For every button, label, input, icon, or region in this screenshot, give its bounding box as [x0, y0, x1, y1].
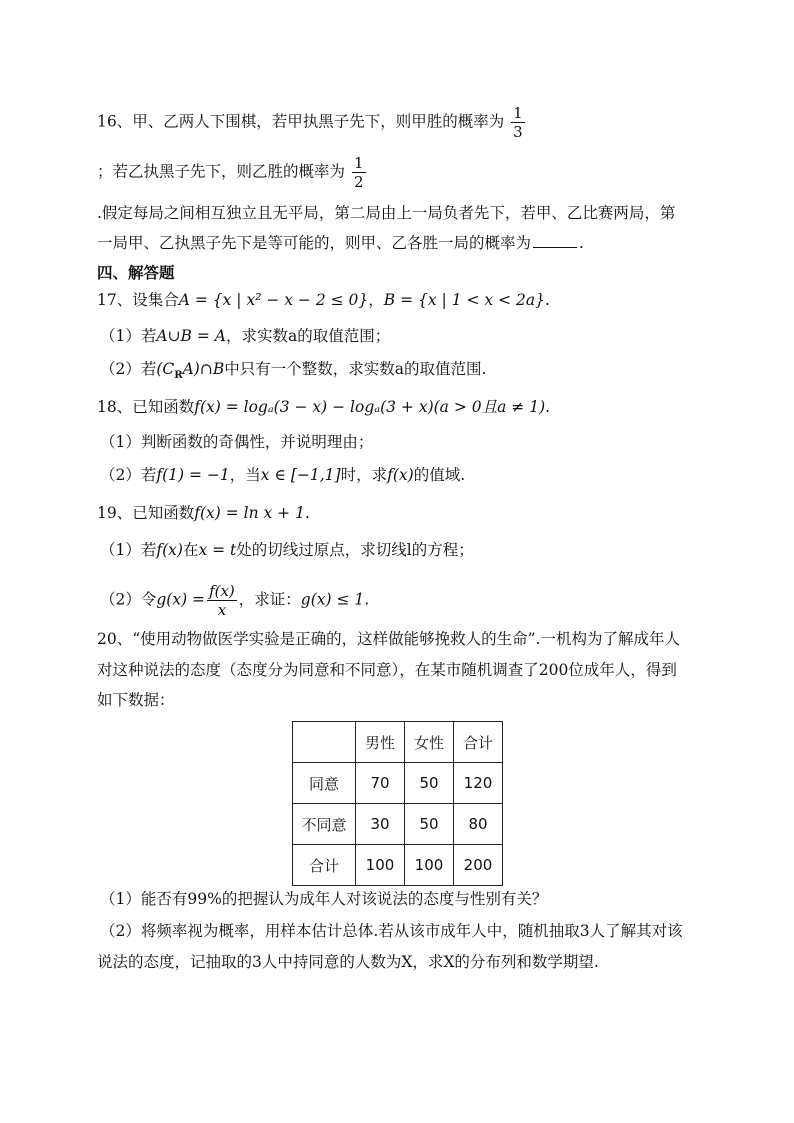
q16-fraction-2: [352, 154, 366, 191]
table-header-row: [293, 722, 503, 763]
q19-text: 19、已知函数: [97, 504, 195, 522]
table-cell: 120: [454, 763, 503, 804]
table-cell: 100: [405, 845, 454, 886]
q18-part2: [100, 464, 704, 486]
q19-stem: [97, 502, 704, 524]
q18-function-formula: f(x) = logₐ(3 − x) − logₐ(3 + x)(a > 0且a ≠ 1): [194, 398, 546, 416]
q20-line3: 如下数据：: [97, 691, 175, 709]
q17-text: 17、设集合: [97, 291, 179, 309]
q17-text: （1）若: [100, 327, 157, 345]
q19-function-formula: f(x) = ln x + 1: [194, 504, 305, 522]
q17-text: ，: [368, 291, 384, 309]
q19-text: .: [304, 504, 310, 522]
set-a-formula: A = {x | x² − x − 2 ≤ 0}: [178, 291, 369, 309]
q18-text: .: [545, 398, 551, 416]
table-cell: 30: [356, 804, 405, 845]
q18-text: 18、已知函数: [97, 398, 195, 416]
section-heading: 四、解答题: [97, 263, 175, 282]
q17-text: 中只有一个整数，求实数a的取值范围.: [224, 360, 487, 378]
q16-text: 16、甲、乙两人下围棋，若甲执黑子先下，则甲胜的概率为: [97, 112, 505, 131]
frac-numerator: 1: [353, 154, 364, 172]
union-formula: A∪B = A: [156, 327, 226, 345]
table-cell: 80: [454, 804, 503, 845]
table-cell: 50: [405, 763, 454, 804]
q19-text: ，求证：: [238, 590, 301, 609]
inequality-formula: g(x) ≤ 1: [300, 590, 365, 609]
table-cell: 50: [405, 804, 454, 845]
q19-part2: [100, 582, 704, 619]
table-row: [293, 804, 503, 845]
q17-part1: [100, 325, 704, 347]
table-cell: 同意: [293, 763, 356, 804]
tangent-point-formula: x = t: [198, 541, 237, 559]
complement-subscript: R: [174, 370, 183, 382]
q19-part1: [100, 539, 704, 561]
g-definition: g(x) =: [156, 590, 206, 609]
function-symbol: f(x): [387, 466, 414, 484]
q18-text: ，当: [229, 466, 261, 484]
table-cell: 100: [356, 845, 405, 886]
table-header-cell: 女性: [405, 722, 454, 763]
q20-part2-line1: （2）将频率视为概率，用样本估计总体.若从该市成年人中，随机抽取3人了解其对该: [100, 922, 683, 940]
q18-text: 时，求: [340, 466, 388, 484]
q19-text: （2）令: [100, 590, 157, 609]
table-cell: 合计: [293, 845, 356, 886]
frac-denominator: 3: [513, 123, 523, 141]
q16-line1: [97, 104, 704, 141]
q16-fraction-1: [511, 104, 525, 141]
table-row: [293, 763, 503, 804]
complement-formula: (C: [156, 360, 175, 378]
intersection-formula: A)∩B: [182, 360, 225, 378]
q19-text: （1）若: [100, 541, 157, 559]
table-cell: 70: [356, 763, 405, 804]
q17-text: ，求实数a的取值范围；: [225, 327, 391, 345]
table-cell: 200: [454, 845, 503, 886]
function-symbol: f(x): [156, 541, 183, 559]
condition-formula: f(1) = −1: [156, 466, 230, 484]
q16-line4: [97, 232, 704, 254]
q17-part2: [100, 358, 704, 387]
q20-line2: 对这种说法的态度（态度分为同意和不同意），在某市随机调查了200位成年人，得到: [97, 661, 677, 679]
interval-formula: x ∈ [−1,1]: [260, 466, 341, 484]
survey-table: [292, 721, 503, 886]
q16-line2: [97, 154, 704, 191]
frac-numerator: 1: [513, 104, 523, 122]
table-header-cell: 男性: [356, 722, 405, 763]
answer-blank: [533, 233, 577, 248]
q20-line1: 20、“使用动物做医学实验是正确的，这样做能够挽救人的生命”.一机构为了解成年人: [97, 630, 681, 648]
q17-text: .: [544, 291, 550, 309]
q18-part1: （1）判断函数的奇偶性，并说明理由；: [100, 433, 374, 451]
frac-denominator: 2: [353, 173, 364, 191]
q17-text: （2）若: [100, 360, 157, 378]
q19-text: .: [364, 590, 370, 609]
q20-part1: （1）能否有99%的把握认为成年人对该说法的态度与性别有关？: [100, 890, 548, 908]
q16-line3: .假定每局之间相互独立且无平局，第二局由上一局负者先下，若甲、乙比赛两局，第: [97, 204, 676, 222]
q19-fraction: [207, 582, 237, 619]
q18-stem: [97, 396, 704, 418]
q19-text: 处的切线过原点，求切线l的方程；: [236, 541, 474, 559]
table-row: [293, 845, 503, 886]
q18-text: （2）若: [100, 466, 157, 484]
q17-stem: [97, 289, 704, 311]
table-header-cell: 合计: [454, 722, 503, 763]
frac-denominator: x: [217, 601, 227, 619]
q19-text: 在: [182, 541, 199, 559]
q16-text: ；若乙执黑子先下，则乙胜的概率为: [97, 162, 346, 181]
q20-part2-line2: 说法的态度，记抽取的3人中持同意的人数为X，求X的分布列和数学期望.: [97, 953, 599, 971]
q16-text: 一局甲、乙执黑子先下是等可能的，则甲、乙各胜一局的概率为: [97, 234, 532, 252]
q16-text: .: [579, 234, 584, 252]
table-cell: 不同意: [293, 804, 356, 845]
table-header-cell: [293, 722, 356, 763]
q18-text: 的值域.: [413, 466, 466, 484]
frac-numerator: f(x): [209, 582, 235, 600]
set-b-formula: B = {x | 1 < x < 2a}: [383, 291, 545, 309]
